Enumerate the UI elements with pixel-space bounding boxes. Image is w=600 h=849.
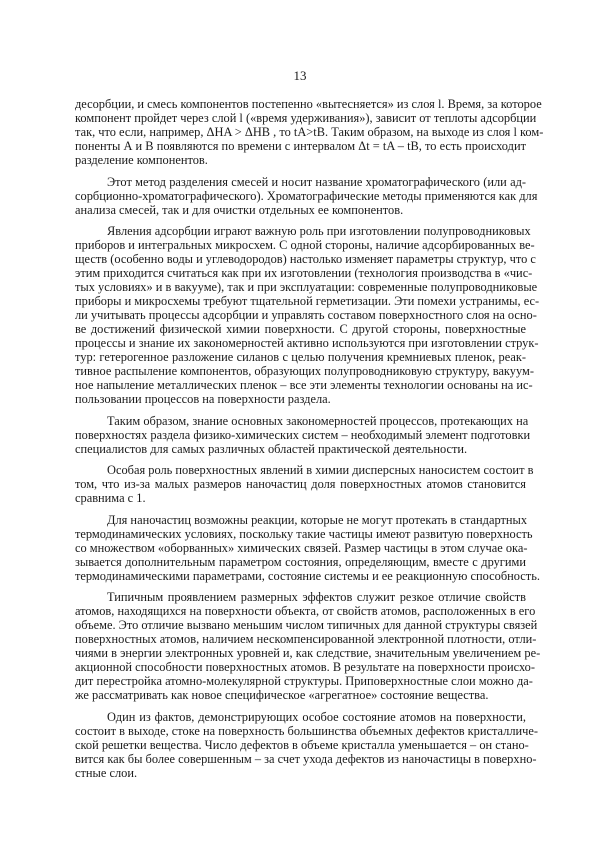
text-line: Для наночастиц возможны реакции, которые не могут протекать в стандартных — [107, 512, 528, 527]
text-line: поненты А и В появляются по времени с интервалом Δt = tA – tB, то есть происходит — [75, 139, 526, 153]
text-line: сравнима с 1. — [75, 491, 146, 505]
text-line: приборы и микросхемы требуют тщательной герметизации. Эти помехи устранимы, ес- — [75, 294, 540, 308]
paragraph — [75, 709, 539, 780]
text-line: вится как бы более совершенным – за счет ухода дефектов из наночастицы в поверхно- — [75, 751, 537, 766]
text-line: этим приходится считаться как при их изготовлении (технология производства в «чис- — [75, 266, 533, 280]
text-line: специалистов для самых различных областей практической деятельности. — [75, 441, 468, 456]
text-line: Явления адсорбции играют важную роль при изготовлении полупроводниковых — [107, 224, 531, 238]
text-line: анализа смесей, так и для очистки отдельных ее компонентов. — [75, 202, 404, 217]
page-number: 13 — [293, 68, 307, 83]
text-line: разделение компонентов. — [75, 153, 208, 167]
text-line: том, что из-за малых размеров наночастиц доля поверхностных атомов становится — [75, 477, 526, 491]
text-line: чиями в энергии электронных уровней и, как следствие, значительным увеличением ре- — [75, 646, 541, 660]
text-line: тивное распыление компонентов, образующих полупроводниковую структуру, вакуум- — [75, 364, 534, 378]
document-body — [75, 97, 544, 787]
text-line: стные слои. — [75, 765, 138, 780]
text-line: объеме. Это отличие вызвано меньшим числом типичных для данной структуры связей — [75, 618, 538, 632]
paragraph — [75, 512, 540, 583]
paragraph — [75, 463, 534, 505]
paragraph — [75, 590, 541, 702]
text-line: Один из фактов, демонстрирующих особое состояние атомов на поверхности, — [107, 709, 526, 724]
text-line: атомов, находящихся на поверхности объекта, от свойств атомов, расположенных в его — [75, 604, 536, 618]
text-line: зывается дополнительным параметром состояния, определяющим, вместе с другими — [75, 554, 526, 569]
text-line: ществ (особенно воды и углеводородов) настолько изменяет параметры структур, что с — [75, 252, 536, 266]
text-line: сорбционно-хроматографического). Хроматографические методы применяются как для — [75, 188, 538, 203]
text-line: Таким образом, знание основных закономерностей процессов, протекающих на — [107, 413, 529, 428]
text-line: компонент пройдет через слой l («время удерживания»), зависит от теплоты адсорбции — [75, 111, 537, 125]
text-line: же рассматривать как новое специфическое «агрегатное» состояние вещества. — [75, 688, 489, 702]
text-line: поверхностях раздела физико-химических систем – необходимый элемент подготовки — [75, 427, 531, 442]
text-line: состоит в выходе, стоке на поверхность большинства объемных дефектов кристалличе- — [75, 723, 539, 738]
text-line: ве достижений физической химии поверхности. С другой стороны, поверхностные — [75, 322, 526, 336]
text-line: тур: гетерогенное разложение силанов с целью получения кремниевых пленок, реак- — [75, 350, 526, 364]
paragraph — [75, 97, 544, 167]
text-line: Типичным проявлением размерных эффектов служит резкое отличие свойств — [107, 590, 526, 604]
text-line: приборов и интегральных микросхем. С одной стороны, наличие адсорбированных ве- — [75, 238, 535, 252]
text-line: Особая роль поверхностных явлений в химии дисперсных наносистем состоит в — [107, 463, 534, 477]
text-line: акционной способности поверхностных атомов. В результате на поверхности происхо- — [75, 660, 535, 674]
text-line: поверхностных атомов, наличием нескомпенсированной электронной плотности, отли- — [75, 632, 537, 646]
text-line: ли учитывать процессы адсорбции и управлять составом поверхностного слоя на осно- — [75, 308, 537, 322]
text-line: со множеством «оборванных» химических связей. Размер частицы в этом случае ока- — [75, 540, 528, 555]
paragraph — [75, 174, 538, 217]
text-line: термодинамических условиях, поскольку такие частицы имеют развитую поверхность — [75, 526, 533, 541]
text-line: Этот метод разделения смесей и носит название хроматографического (или ад- — [107, 174, 526, 189]
text-line: термодинамическими параметрами, состояние системы и ее реакционную способность. — [75, 568, 540, 583]
text-line: дит перестройка атомно-молекулярной структуры. Приповерхностные слои можно да- — [75, 674, 533, 688]
text-line: десорбции, и смесь компонентов постепенно «вытесняется» из слоя l. Время, за которое — [75, 97, 542, 111]
paragraph — [75, 224, 540, 406]
text-line: тых условиях» и в вакууме), так и при эксплуатации: современные полупроводниковые — [75, 280, 538, 294]
text-line: ное напыление металлических пленок – все эти элементы технологии основаны на ис- — [75, 378, 533, 392]
text-line: процессы и знание их закономерностей активно используются при изготовлении струк- — [75, 336, 539, 350]
text-line: так, что если, например, ΔHA > ΔHB , то tA>tB. Таким образом, на выходе из слоя l ком- — [75, 125, 544, 139]
paragraph — [75, 413, 531, 456]
text-line: пользовании процессов на поверхности раздела. — [75, 392, 331, 406]
text-line: ской решетки вещества. Число дефектов в объеме кристалла уменьшается – он стано- — [75, 737, 529, 752]
